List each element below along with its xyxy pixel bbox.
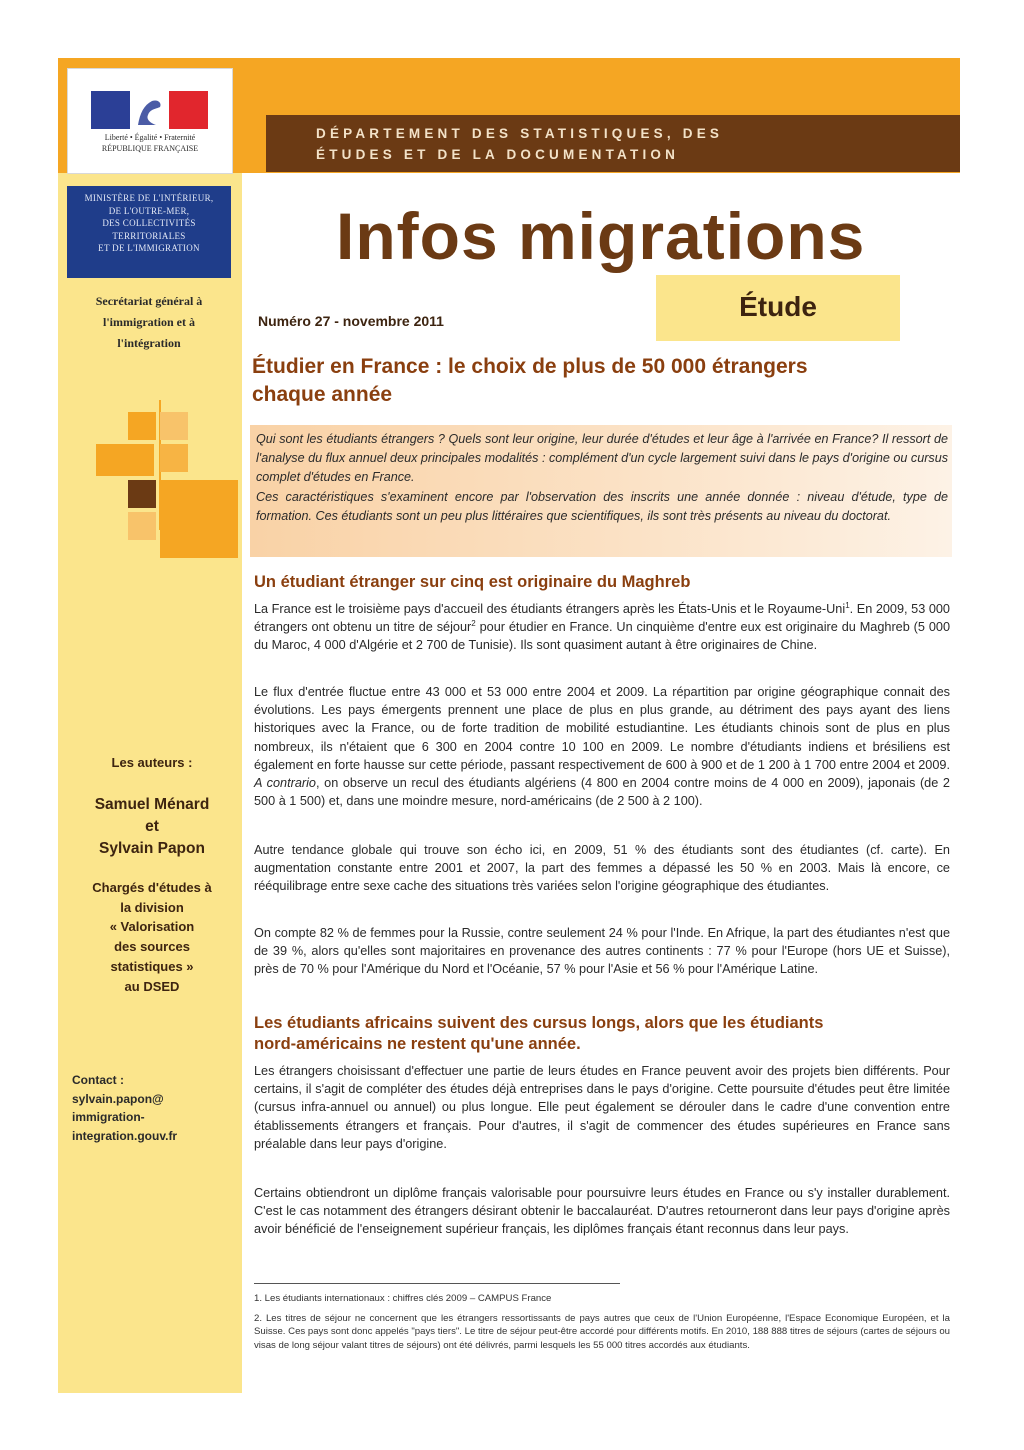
author-name: Sylvain Papon [99, 840, 205, 857]
author-name: Samuel Ménard [94, 796, 210, 813]
text-run: pour étudier en France. Un cinquième d'entre eux est originaire du Maghreb (5 000 du Maroc, 4 000 d'Algérie et 2 700 de Tunisie). Ils sont quasiment autant à être originaires de Chine. [254, 620, 950, 653]
role-line: Chargés d'études à [92, 880, 212, 895]
etude-badge-label: Étude [739, 291, 817, 322]
role-line: la division [120, 899, 184, 915]
flag-red-stripe [169, 91, 208, 129]
contact-block [72, 1071, 240, 1145]
secretariat-line: l'immigration et à [103, 315, 195, 329]
deco-square [128, 512, 156, 540]
text-run: . En 2009, 53 000 étrangers ont obtenu un titre de séjour [254, 602, 950, 635]
logo-motto: Liberté • Égalité • Fraternité [104, 133, 196, 142]
main-heading-line: Étudier en France : le choix de plus de 50 000 étrangers [252, 355, 808, 378]
contact-email-line[interactable]: immigration- [72, 1110, 145, 1124]
body-paragraph: On compte 82 % de femmes pour la Russie, contre seulement 24 % pour l'Inde. En Afrique, la part des étudiantes n'est que de 39 %, alors qu'elles sont majoritaires en provenance des autres continents : 77 % pour l'Europe (hors UE et Suisse), près de 70 % pour l'Amérique du Nord et l'Océanie, 57 % pour l'Asie et 56 % pour l'Amérique Latine. [254, 926, 950, 977]
flag-white-stripe [130, 91, 169, 129]
marianne-icon [130, 91, 169, 129]
ministry-line: DE L'OUTRE-MER, [108, 205, 190, 216]
footnote: 2. Les titres de séjour ne concernent que les étrangers ressortissants de pays autres que ceux de l'Union Européenne, l'Espace Economique Européen, et la Suisse. Ces pays sont donc appelés "pays tiers". Le titre de séjour peut-être accordé pour différents motifs. En 2010, 188 888 titres de séjours (cartes de séjours ou visas de long séjour valant titres de séjours) ont été délivrés, parmi lesquels les 55 000 titres accordés aux étudiants. [254, 1313, 950, 1351]
ministry-block [67, 186, 231, 278]
contact-email-line[interactable]: sylvain.papon@ [72, 1091, 164, 1106]
deco-square [128, 480, 156, 508]
secretariat-line: Secrétariat général à [95, 294, 203, 308]
section-heading-line: nord-américains ne restent qu'une année. [254, 1035, 581, 1053]
author-separator: et [145, 818, 159, 835]
role-line: des sources [114, 939, 190, 955]
logo-caption [82, 132, 218, 154]
section-heading-maghreb: Un étudiant étranger sur cinq est originaire du Maghreb [254, 573, 691, 591]
role-line: « Valorisation [109, 919, 195, 935]
republique-francaise-logo [67, 68, 233, 174]
text-run: La France est le troisième pays d'accueil des étudiants étrangers après les États-Unis et le Royaume-Uni [254, 602, 846, 616]
abstract-box [250, 425, 952, 557]
abstract-paragraph: Ces caractéristiques s'examinent encore par l'observation des inscrits une année donnée : niveau d'étude, type de formation. Ces étudiants sont un peu plus littéraires que scientifiques, ils sont très présents au niveau du doctorat. [256, 489, 948, 523]
role-line: au DSED [124, 978, 180, 994]
department-banner [266, 115, 960, 172]
deco-square [128, 412, 156, 440]
text-run: , on observe un recul des étudiants algériens (4 800 en 2004 contre moins de 4 000 en 2009), japonais (de 2 500 à 1 500) et, dans une moindre mesure, nord-américains (de 2 500 à 2 100). [254, 776, 950, 809]
footnote-divider [254, 1283, 620, 1284]
issue-number: Numéro 27 - novembre 2011 [258, 313, 444, 329]
text-run: Le flux d'entrée fluctue entre 43 000 et 53 000 entre 2004 et 2009. La répartition par origine géographique connait des évolutions. Les pays émergents prennent une place de plus en plus grande, au détriment des pays ayant des liens historiques avec la France, ou de forte tradition de mobilité estudiantine. Les étudiants chinois sont de plus en plus nombreux, ils n'étaient que 6 300 en 2004 contre 10 100 en 2009. Le nombre d'étudiants indiens et brésiliens est également en forte hausse sur cette période, passant respectivement de 600 à 900 et de 1 200 à 1 700 entre 2004 et 2009. [254, 685, 950, 772]
logo-republic-name: RÉPUBLIQUE FRANÇAISE [101, 144, 199, 153]
secretariat-label [67, 291, 231, 354]
deco-square [160, 480, 238, 558]
publication-title: Infos migrations [336, 199, 866, 273]
abstract-paragraph: Qui sont les étudiants étrangers ? Quels sont leur origine, leur durée d'études et leur âge à l'arrivée en France? Il ressort de l'analyse du flux annuel deux principales modalités : complément d'un cycle largement suivi dans le pays d'origine ou cursus complet d'études en France. [256, 432, 948, 485]
flag-blue-stripe [91, 91, 130, 129]
body-paragraph: Les étrangers choisissant d'effectuer une partie de leurs études en France peuvent avoir des projets bien différents. Pour certains, il s'agit de compléter des études déjà entreprises dans le pays d'origine. Cette poursuite d'études peut être limitée (cursus infra-annuel ou annuel) ou plus longue. Elle peut également se dérouler dans le cadre d'une convention entre établissements étrangers et français. Pour d'autres, il s'agit de commencer des études supérieures en France sans préalable dans leur pays d'origine. [254, 1064, 950, 1151]
text-run-italic: A contrario [254, 776, 316, 791]
body-paragraph [254, 683, 950, 810]
deco-square [96, 444, 154, 476]
ministry-line: TERRITORIALES [112, 230, 186, 241]
department-line: ÉTUDES ET DE LA DOCUMENTATION [316, 147, 680, 162]
role-line: statistiques » [110, 958, 194, 974]
contact-email[interactable] [72, 1090, 240, 1146]
deco-square [160, 412, 188, 440]
deco-square [160, 444, 188, 472]
body-paragraph: Certains obtiendront un diplôme français valorisable pour poursuivre leurs études en France ou s'y installer durablement. C'est le cas notamment des étrangers désirant obtenir le baccalauréat. D'autres retourneront dans leur pays d'origine après avoir bénéficié de l'enseignement supérieur français, les diplômes français étant reconnus dans leur pays. [254, 1186, 950, 1237]
authors-role [67, 878, 237, 996]
main-heading-line: chaque année [252, 383, 393, 406]
department-line: DÉPARTEMENT DES STATISTIQUES, DES [316, 126, 724, 141]
body-paragraph [254, 600, 950, 655]
section-heading-line: Les étudiants africains suivent des cursus longs, alors que les étudiants [254, 1014, 824, 1032]
body-paragraph: Autre tendance globale qui trouve son écho ici, en 2009, 51 % des étudiants sont des étudiantes (cf. carte). En augmentation constante entre 2001 et 2007, la part des femmes a dépassé les 50 % en 2003. Mais là encore, ce rééquilibrage entre sexe cache des situations très variées selon l'origine géographique des étudiantes. [254, 843, 950, 894]
authors-label: Les auteurs : [111, 755, 193, 770]
footnote-ref: 1 [845, 600, 850, 610]
section-heading-africains [254, 1013, 954, 1055]
main-heading [252, 353, 952, 409]
authors-names [67, 794, 237, 860]
ministry-line: DES COLLECTIVITÉS [102, 218, 196, 228]
ministry-line: ET DE L'IMMIGRATION [98, 243, 200, 253]
ministry-line: MINISTÈRE DE L'INTÉRIEUR, [84, 193, 214, 203]
etude-badge [656, 275, 900, 341]
footnote-ref: 2 [471, 618, 476, 628]
footnote: 1. Les étudiants internationaux : chiffres clés 2009 – CAMPUS France [254, 1293, 552, 1304]
secretariat-line: l'intégration [117, 336, 181, 350]
contact-email-line[interactable]: integration.gouv.fr [72, 1128, 178, 1143]
contact-label: Contact : [72, 1073, 124, 1087]
